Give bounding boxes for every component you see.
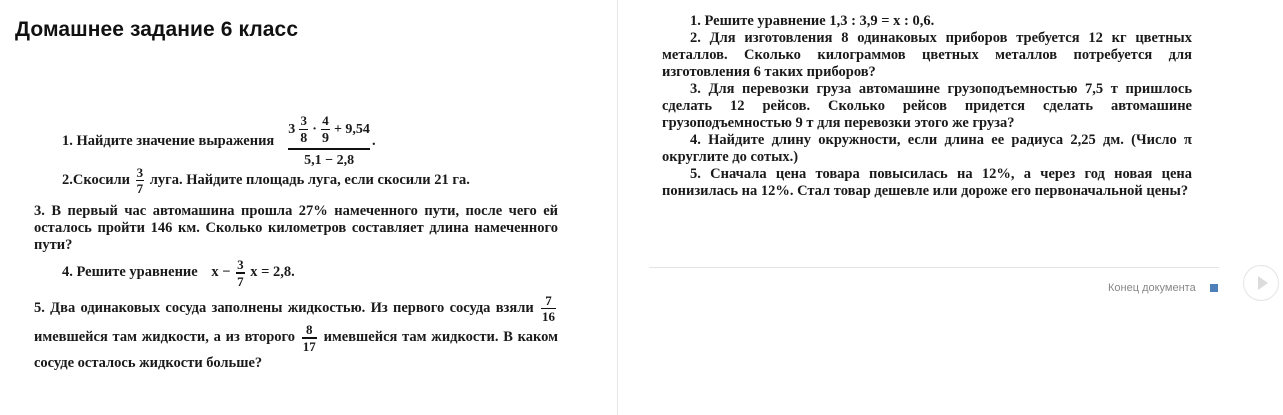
task-2-text-start: 2.Скосили <box>62 172 131 189</box>
task-3-text: 3. В первый час автомашина прошла 27% намеченного пути, после чего ей осталось пройти 146 км. Сколько километров составляет длина намеченного пути? <box>34 203 558 254</box>
fraction-numerator: 3 <box>136 165 144 180</box>
task-1-denominator: 5,1 − 2,8 <box>304 152 355 168</box>
task-1-left <box>34 112 558 168</box>
task-1-text: 1. Найдите значение выражения <box>62 132 275 149</box>
main-fraction-bar <box>288 148 370 150</box>
task-1-numerator <box>288 114 370 147</box>
fraction-denominator: 17 <box>302 338 316 354</box>
task-4-text: 4. Решите уравнение <box>62 264 198 281</box>
fraction-numerator: 3 <box>300 112 308 128</box>
fraction-denominator: 9 <box>321 131 329 146</box>
task-4-lhs: x − <box>211 264 231 281</box>
task-2-right <box>662 30 1192 81</box>
mixed-whole: 3 <box>288 122 296 138</box>
fraction-3-8 <box>299 114 308 147</box>
task-4-right <box>662 132 1192 166</box>
task-1-right <box>662 13 1192 30</box>
task-3-right <box>662 81 1192 132</box>
play-icon <box>1258 276 1268 290</box>
right-task-column <box>662 13 1192 200</box>
fraction-denominator: 16 <box>542 309 555 325</box>
fraction-denominator: 7 <box>237 273 244 289</box>
task-1-period: . <box>371 132 376 149</box>
fraction-3-7-eq <box>236 258 245 287</box>
document-end-rule <box>649 267 1219 268</box>
task-2-left <box>34 166 558 195</box>
multiply-dot: · <box>312 122 317 138</box>
fraction-3-7 <box>136 166 145 195</box>
task-1-expression <box>288 114 370 169</box>
task-5-right <box>662 166 1192 200</box>
task-5-text-b: имевшейся там жидкости, а из второго <box>34 329 296 346</box>
task-5-left <box>34 294 558 373</box>
task-1-right-text: 1. Решите уравнение 1,3 : 3,9 = x : 0,6. <box>690 13 935 29</box>
page-title: Домашнее задание 6 класс <box>15 18 299 41</box>
fraction-denominator: 7 <box>136 181 144 197</box>
fraction-4-9 <box>321 114 330 147</box>
fraction-numerator: 4 <box>322 112 329 128</box>
left-task-column <box>34 112 559 373</box>
fraction-bar <box>299 129 308 131</box>
fraction-8-17 <box>302 323 317 352</box>
task-4-right-text: 4. Найдите длину окружности, если длина ее радиуса 2,25 дм. (Число π округлите до сотых.) <box>662 132 1192 165</box>
task-5-text-a: 5. Два одинаковых сосуда заполнены жидкостью. Из первого сосуда взяли <box>34 299 534 316</box>
task-4-left <box>34 258 558 287</box>
task-3-right-text: 3. Для перевозки груза автомашине грузоподъемностью 7,5 т пришлось сделать 12 рейсов. Сколько рейсов придется сделать автомашине грузоподъемностью 9 т для перевозки этого же груза? <box>662 81 1192 131</box>
plus-term: + 9,54 <box>333 122 370 138</box>
task-2-right-text: 2. Для изготовления 8 одинаковых приборов требуется 12 кг цветных металлов. Сколько килограммов цветных металлов потребуется для изготовления 6 таких приборов? <box>662 30 1192 80</box>
task-5-right-text: 5. Сначала цена товара повысилась на 12%, а через год новая цена понизилась на 12%. Стал товар дешевле или дороже его первоначальной цены? <box>662 166 1192 199</box>
document-end-label: Конец документа <box>1108 282 1196 294</box>
fraction-numerator: 3 <box>237 257 244 273</box>
task-4-rhs: x = 2,8. <box>250 264 295 281</box>
task-5-text-c: имевшейся там жидкости. В каком сосуде осталось жидкости больше? <box>34 329 559 371</box>
square-marker-icon <box>1210 284 1218 292</box>
fraction-bar <box>321 129 330 131</box>
fraction-7-16 <box>541 294 556 323</box>
task-3-left <box>34 203 558 254</box>
column-divider <box>617 0 618 415</box>
fraction-denominator: 8 <box>300 131 308 146</box>
fraction-numerator: 8 <box>306 322 313 338</box>
fraction-numerator: 7 <box>545 292 552 308</box>
play-button[interactable] <box>1243 265 1279 301</box>
task-2-text-end: луга. Найдите площадь луга, если скосили 21 га. <box>149 172 470 189</box>
